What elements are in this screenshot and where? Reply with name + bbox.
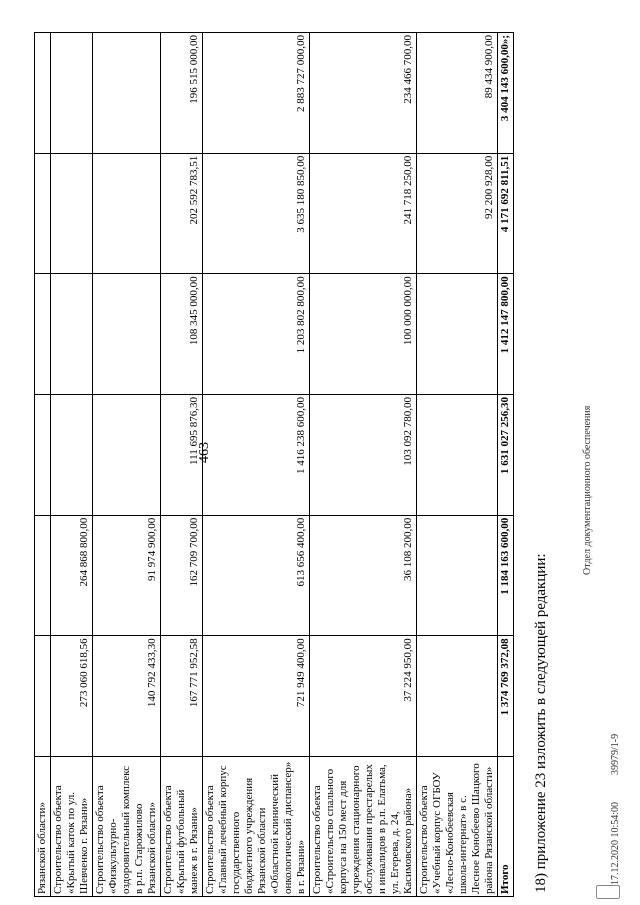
footer-department: Отдел документационного обеспечения bbox=[582, 405, 593, 575]
amount-cell: 273 060 618,56 bbox=[51, 636, 93, 757]
amount-cell: 196 515 000,00 bbox=[161, 33, 203, 154]
amount-cell bbox=[35, 636, 51, 757]
amount-cell bbox=[93, 395, 161, 516]
amount-cell: 1 203 802 800,00 bbox=[203, 274, 310, 395]
amount-cell bbox=[51, 274, 93, 395]
table-row bbox=[310, 33, 417, 897]
amount-cell bbox=[35, 515, 51, 636]
amount-cell: 1 631 027 256,30 bbox=[498, 395, 514, 516]
amount-cell bbox=[93, 274, 161, 395]
row-label: Строительство объекта «Строительство спального корпуса на 150 мест для учреждения стационарного обслуживания престарелых и инвалидов в р.п. Елатьма, ул. Егерева, д. 24, Касимовского района» bbox=[310, 757, 417, 897]
table-row bbox=[51, 33, 93, 897]
amount-cell: 3 635 180 850,00 bbox=[203, 153, 310, 274]
budget-table bbox=[34, 32, 514, 897]
amount-cell: 1 416 238 600,00 bbox=[203, 395, 310, 516]
table-row bbox=[417, 33, 498, 897]
row-label: Итого bbox=[498, 757, 514, 897]
amount-cell: 89 434 900,00 bbox=[417, 33, 498, 154]
page-number: 463 bbox=[197, 442, 212, 463]
table-row bbox=[203, 33, 310, 897]
amount-cell bbox=[417, 636, 498, 757]
amount-cell bbox=[93, 153, 161, 274]
amount-cell bbox=[51, 153, 93, 274]
amount-cell: 91 974 900,00 bbox=[93, 515, 161, 636]
row-label: Строительство объекта «Учебный корпус ОГБОУ «Лесно-Конобеевская школа-интернат» в с. Лесное Конобеево Шацкого района Рязанской области» bbox=[417, 757, 498, 897]
amount-cell: 36 108 200,00 bbox=[310, 515, 417, 636]
amount-cell: 111 695 876,30 bbox=[161, 395, 203, 516]
amount-cell bbox=[417, 515, 498, 636]
amount-cell: 1 412 147 800,00 bbox=[498, 274, 514, 395]
amount-cell: 167 771 952,58 bbox=[161, 636, 203, 757]
amount-cell: 3 404 143 600,00»; bbox=[498, 33, 514, 154]
amount-cell: 264 868 800,00 bbox=[51, 515, 93, 636]
amount-cell: 108 345 000,00 bbox=[161, 274, 203, 395]
amount-cell: 162 709 700,00 bbox=[161, 515, 203, 636]
amount-cell: 721 949 400,00 bbox=[203, 636, 310, 757]
amount-cell: 234 466 700,00 bbox=[310, 33, 417, 154]
table-total-row bbox=[498, 33, 514, 897]
amount-cell: 1 184 163 600,00 bbox=[498, 515, 514, 636]
amount-cell: 4 171 692 811,51 bbox=[498, 153, 514, 274]
amount-cell bbox=[417, 395, 498, 516]
amount-cell bbox=[51, 395, 93, 516]
amount-cell: 37 224 950,00 bbox=[310, 636, 417, 757]
amount-cell: 92 200 928,00 bbox=[417, 153, 498, 274]
document-stamp-icon bbox=[596, 885, 620, 899]
amount-cell: 103 092 780,00 bbox=[310, 395, 417, 516]
amount-cell: 241 718 250,00 bbox=[310, 153, 417, 274]
amount-cell: 140 792 433,30 bbox=[93, 636, 161, 757]
amendment-text: 18) приложение 23 изложить в следующей редакции: bbox=[533, 553, 549, 893]
amount-cell: 202 592 783,51 bbox=[161, 153, 203, 274]
amount-cell: 2 883 727 000,00 bbox=[203, 33, 310, 154]
amount-cell bbox=[417, 274, 498, 395]
row-label: Строительство объекта «Главный лечебный корпус государственного бюджетного учреждения Рязанской области «Областной клинический онкологический диспансер» в г. Рязани» bbox=[203, 757, 310, 897]
amount-cell: 613 656 400,00 bbox=[203, 515, 310, 636]
amount-cell bbox=[35, 395, 51, 516]
table-row bbox=[93, 33, 161, 897]
row-label: Строительство объекта «Крытый футбольный манеж в г. Рязани» bbox=[161, 757, 203, 897]
table-row bbox=[161, 33, 203, 897]
amount-cell bbox=[93, 33, 161, 154]
amount-cell bbox=[35, 153, 51, 274]
footer-date: 17.12.2020 10:54:00 bbox=[610, 801, 621, 885]
amount-cell bbox=[51, 33, 93, 154]
amount-cell: 1 374 769 372,08 bbox=[498, 636, 514, 757]
row-label: Рязанской области» bbox=[35, 757, 51, 897]
row-label: Строительство объекта «Крытый каток по ул. Шевченко г. Рязани» bbox=[51, 757, 93, 897]
amount-cell bbox=[35, 274, 51, 395]
row-label: Строительство объекта «Физкультурно-оздоровительный комплекс в р.п. Старожилово Рязанской области» bbox=[93, 757, 161, 897]
footer-code: 39979/1-9 bbox=[610, 733, 621, 775]
table-row bbox=[35, 33, 51, 897]
amount-cell bbox=[35, 33, 51, 154]
amount-cell: 100 000 000,00 bbox=[310, 274, 417, 395]
